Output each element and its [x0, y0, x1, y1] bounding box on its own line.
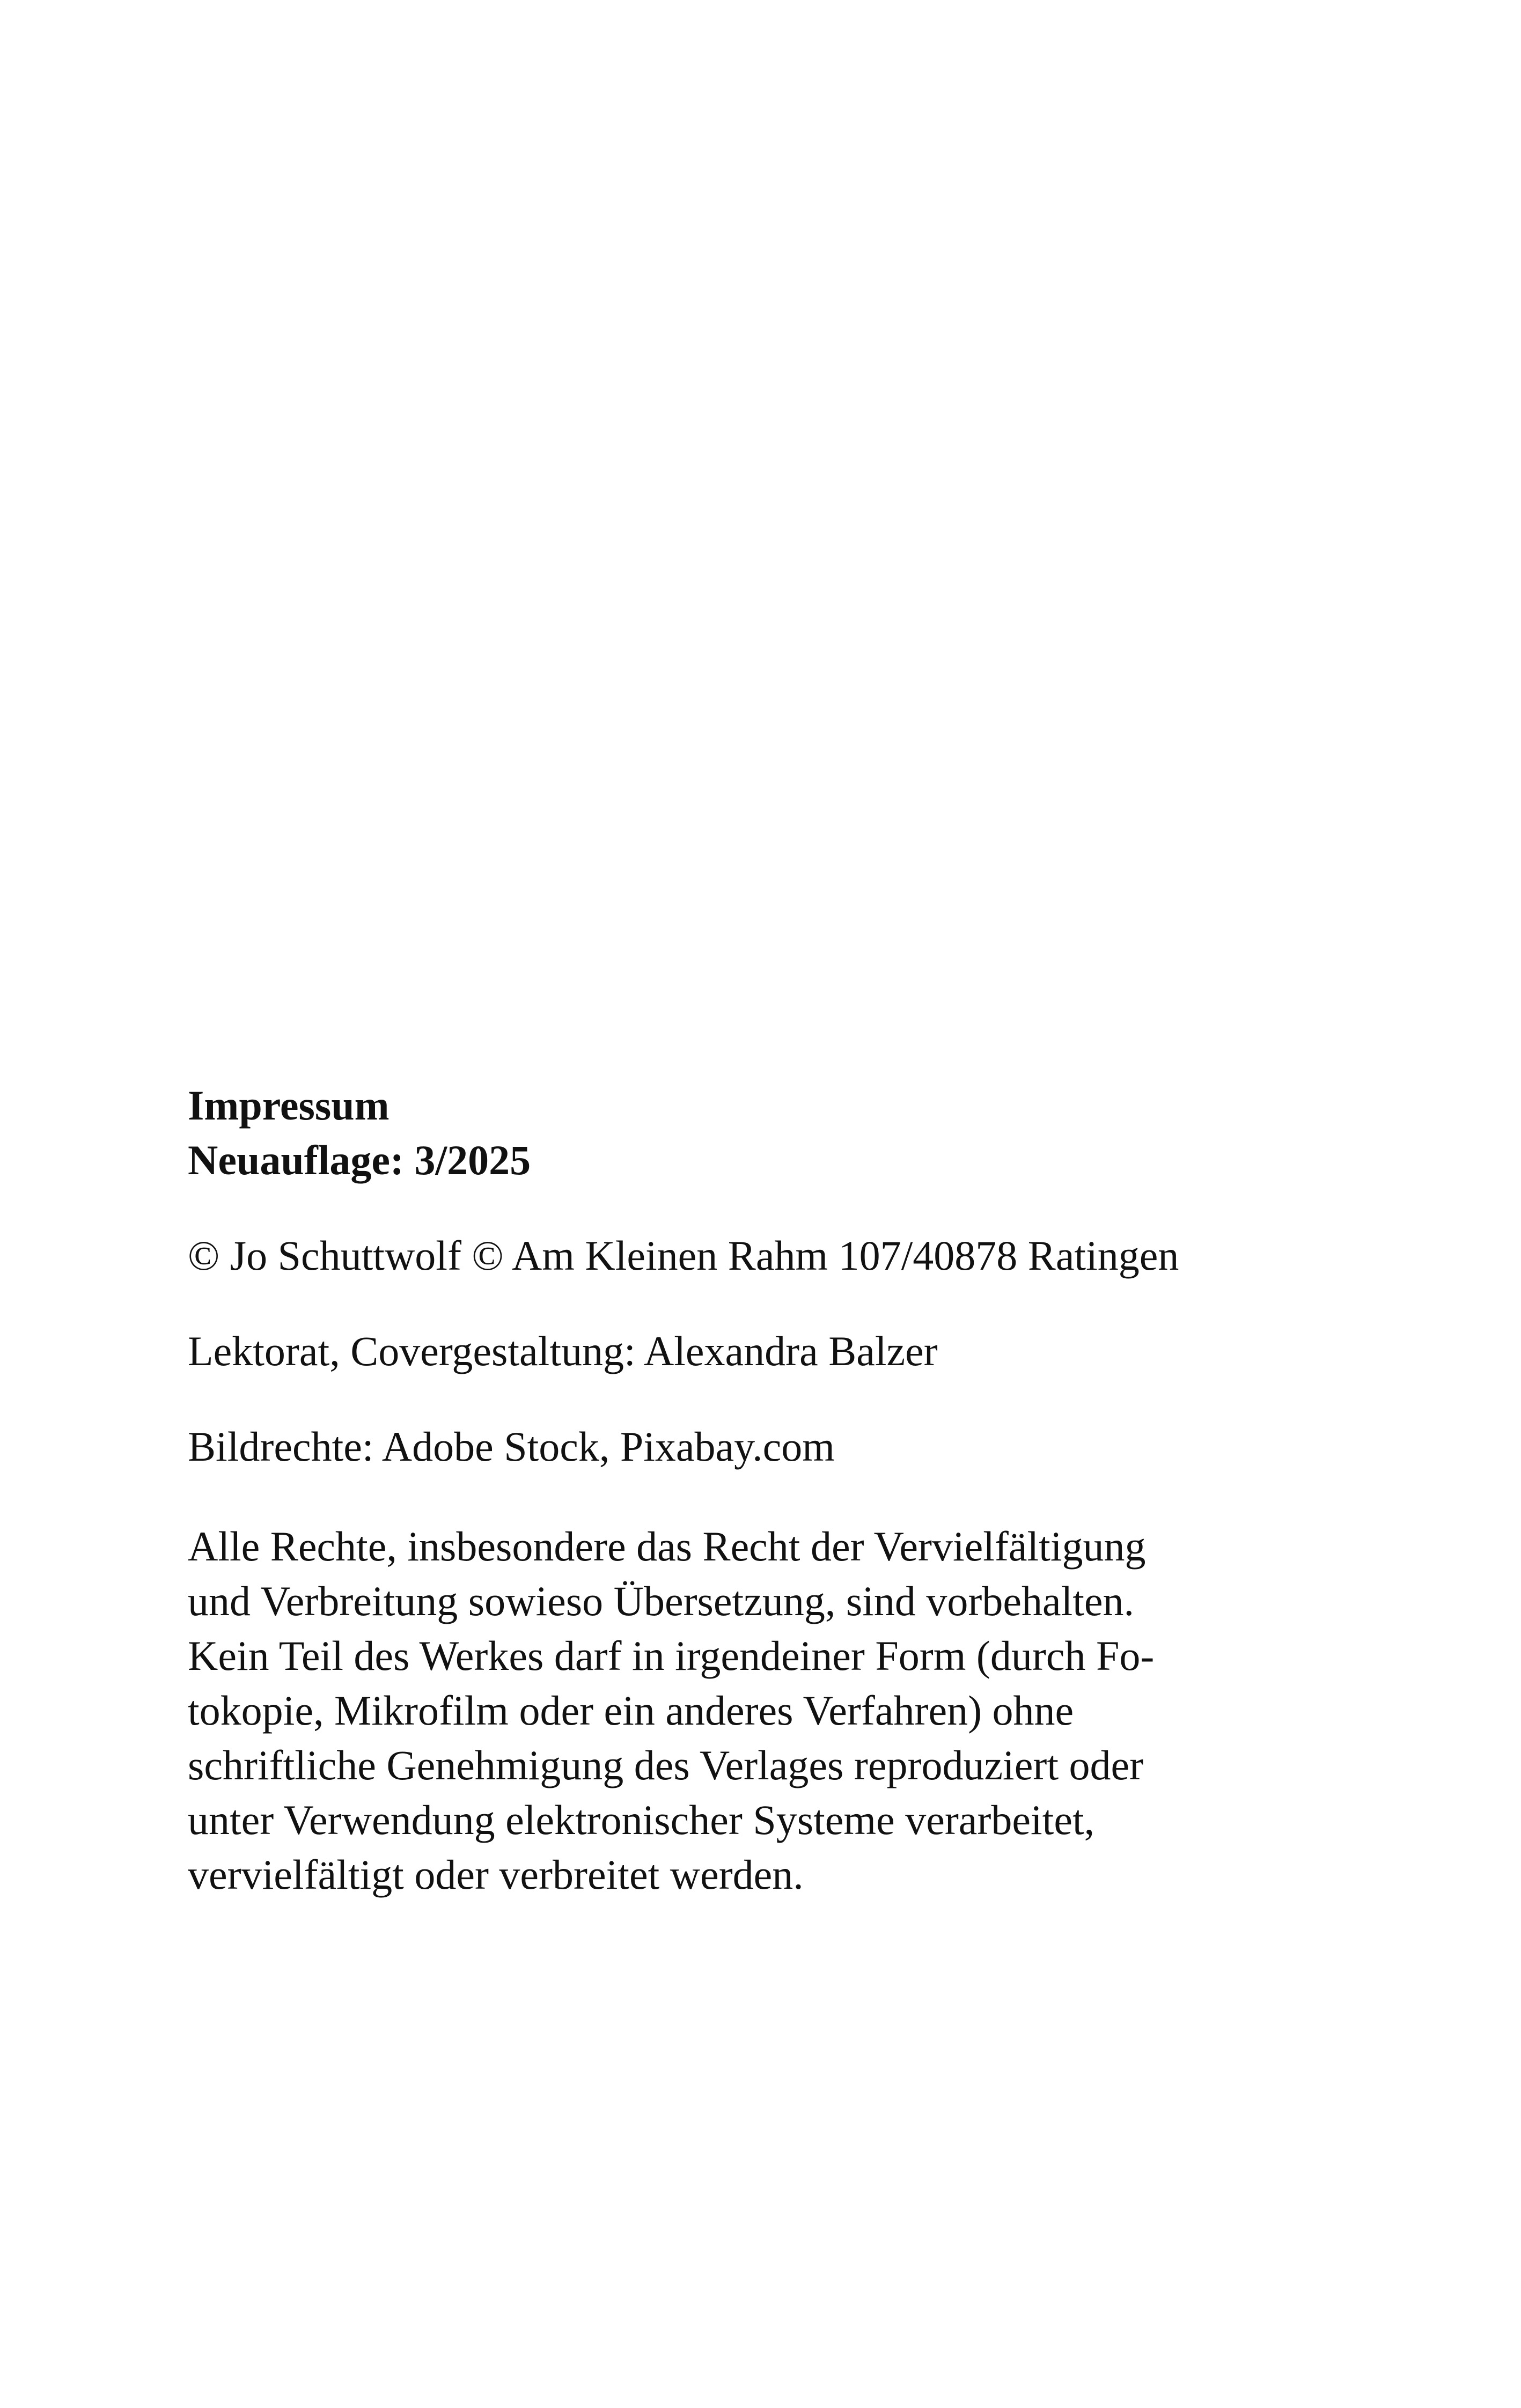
- spacer: [188, 1474, 1347, 1519]
- rights-line: tokopie, Mikrofilm oder ein anderes Verfahren) ohne: [188, 1687, 1074, 1734]
- rights-line: und Verbreitung sowieso Übersetzung, sind vorbehalten.: [188, 1578, 1135, 1624]
- spacer: [188, 1379, 1347, 1419]
- copyright-line: © Jo Schuttwolf © Am Kleinen Rahm 107/40878 Ratingen: [188, 1232, 1179, 1279]
- rights-line: Alle Rechte, insbesondere das Recht der Vervielfältigung: [188, 1523, 1146, 1570]
- spacer: [188, 1188, 1347, 1228]
- edition-label: Neuauflage: 3/2025: [188, 1137, 531, 1183]
- rights-line: schriftliche Genehmigung des Verlages reproduziert oder: [188, 1742, 1144, 1788]
- editing-credit: Lektorat, Covergestaltung: Alexandra Balzer: [188, 1328, 938, 1374]
- image-rights: Bildrechte: Adobe Stock, Pixabay.com: [188, 1423, 835, 1470]
- rights-line: vervielfältigt oder verbreitet werden.: [188, 1851, 804, 1898]
- imprint-title: Impressum: [188, 1082, 390, 1129]
- imprint-block: [188, 1078, 1347, 1902]
- spacer: [188, 1283, 1347, 1324]
- rights-line: Kein Teil des Werkes darf in irgendeiner Form (durch Fo-: [188, 1632, 1155, 1679]
- rights-notice: [188, 1519, 1347, 1902]
- rights-line: unter Verwendung elektronischer Systeme verarbeitet,: [188, 1796, 1095, 1843]
